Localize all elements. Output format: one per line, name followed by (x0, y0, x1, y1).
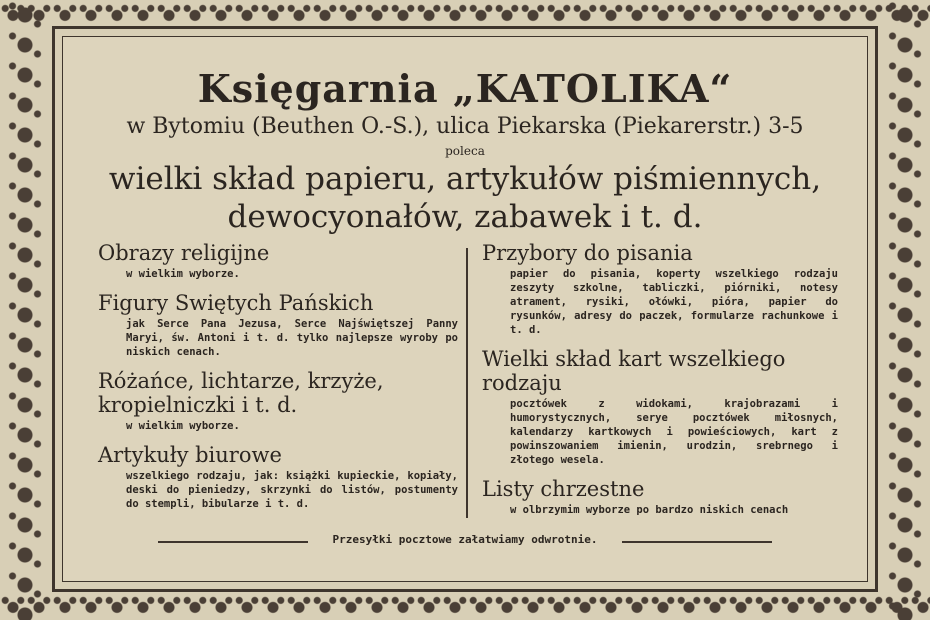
headline-line-1: wielki skład papieru, artykułów piśmiennych, (108, 161, 822, 197)
section-title: Różańce, lichtarze, krzyże, kropielniczki i t. d. (98, 369, 384, 417)
section-text: wszelkiego rodzaju, jak: książki kupieckie, kopiały, deski do pieniedzy, skrzynki do listów, postumenty do stempli, bibularze i t. d. (126, 470, 458, 510)
section-karty (482, 347, 838, 467)
footer-note: Przesyłki pocztowe załatwiamy odwrotnie. (332, 533, 598, 546)
ornamental-border-bottom (0, 592, 930, 620)
section-title: Listy chrzestne (482, 477, 645, 501)
section-title: Przybory do pisania (482, 241, 693, 265)
section-title: Artykuły biurowe (98, 443, 282, 467)
section-figury (98, 291, 458, 359)
ornamental-border-left (0, 0, 50, 620)
ornamental-border-right (880, 0, 930, 620)
left-column (98, 241, 458, 521)
section-text: w wielkim wyborze. (126, 268, 240, 280)
section-title: Wielki skład kart wszelkiego rodzaju (482, 347, 786, 395)
footer-rule-right (622, 541, 772, 543)
shop-address: w Bytomiu (Beuthen O.-S.), ulica Piekarska (Piekarerstr.) 3-5 (126, 114, 804, 139)
ornamental-border-top (0, 0, 930, 28)
section-artykuly (98, 443, 458, 511)
section-przybory (482, 241, 838, 337)
section-text: w olbrzymim wyborze po bardzo niskich cenach (510, 504, 789, 516)
section-listy (482, 477, 838, 517)
poleca-label: poleca (445, 144, 485, 158)
headline-line-2: dewocyonałów, zabawek i t. d. (227, 199, 703, 235)
section-text: papier do pisania, koperty wszelkiego rodzaju zeszyty szkolne, tabliczki, piórniki, notesy atrament, rysiki, ołówki, pióra, papier do rysunków, adresy do paczek, formularze rachunkowe i t. d. (510, 268, 838, 336)
section-text: jak Serce Pana Jezusa, Serce Najświętszej Panny Maryi, św. Antoni i t. d. tylko najlepsze wyroby po niskich cenach. (126, 318, 458, 358)
right-column (482, 241, 838, 527)
shop-title: Księgarnia „KATOLIKA“ (197, 66, 733, 111)
headline (62, 160, 868, 236)
section-text: w wielkim wyborze. (126, 420, 240, 432)
section-obrazy (98, 241, 458, 281)
column-divider (466, 248, 468, 518)
section-rozance (98, 369, 458, 433)
section-title: Figury Swiętych Pańskich (98, 291, 374, 315)
ad-content (62, 36, 868, 582)
section-text: pocztówek z widokami, krajobrazami i humorystycznych, serye pocztówek miłosnych, kalendarzy kartkowych i powieściowych, kart z powinszowaniem imienin, urodzin, srebrnego i złotego wesela. (510, 398, 838, 466)
section-title: Obrazy religijne (98, 241, 270, 265)
